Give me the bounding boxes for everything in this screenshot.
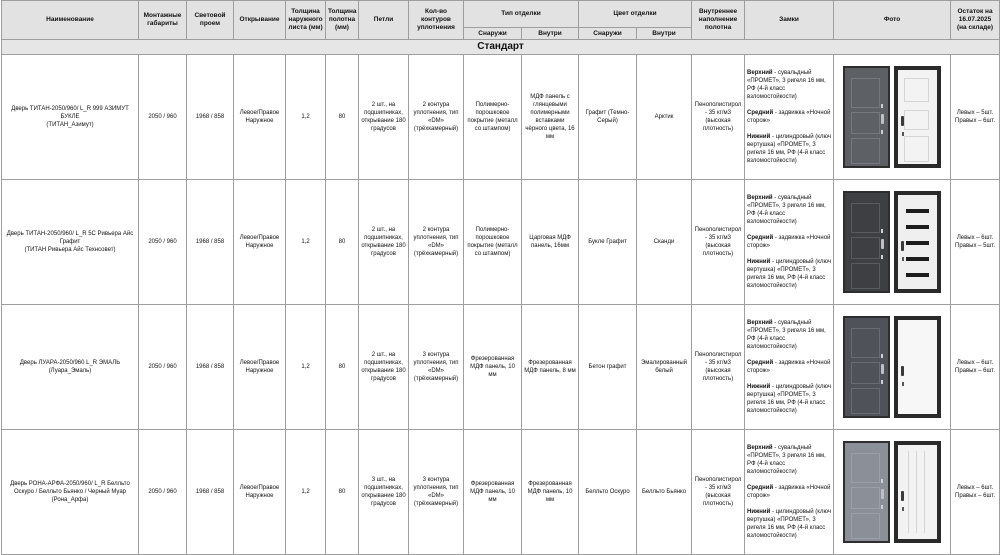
cell-color-outside: Букле Графит — [579, 180, 637, 305]
cell-finish-outside: Полимерно-порошковое покрытие (металл со штампом) — [464, 55, 522, 180]
cell-color-outside: Графит (Темно-Серый) — [579, 55, 637, 180]
cell-name: Дверь ТИТАН-2050/960/ L_R 999 АЗИМУТ БУКЛЕ (ТИТАН_Азимут) — [2, 55, 139, 180]
lock-upper-text: - сувальдный «ПРОМЕТ», 3 ригеля 16 мм, РФ (4-й класс взломостойкости) — [747, 195, 826, 225]
cell-opening-size: 1968 / 858 — [187, 430, 234, 555]
door-handle-icon — [901, 491, 904, 501]
cell-seals: 3 контура уплотнения, тип «DM» (трёхкамерный) — [409, 305, 464, 430]
lock-upper-label: Верхний — [747, 445, 773, 451]
cell-filling: Пенополистирол - 35 кг/м3 (высокая плотность) — [692, 180, 745, 305]
table-row — [2, 55, 1000, 180]
door-panel-icon — [851, 388, 880, 414]
keyhole-icon — [902, 132, 904, 136]
cell-finish-inside: МДФ панель с глянцевыми полимерными вставками чёрного цвета, 16 мм — [522, 55, 579, 180]
door-handle-icon — [901, 116, 904, 126]
lock-middle — [747, 234, 831, 250]
header-color-group: Цвет отделки — [579, 1, 692, 28]
lock-middle-text: - задвижка «Ночной сторож» — [747, 110, 831, 124]
header-finish-outside: Снаружи — [464, 28, 522, 40]
door-panel-icon — [851, 328, 880, 358]
cell-seals: 3 контура уплотнения, тип «DM» (трёхкамерный) — [409, 430, 464, 555]
door-handle-icon — [881, 364, 884, 374]
door-photo — [836, 65, 948, 169]
lock-lower-text: - цилиндровый (ключ вертушка) «ПРОМЕТ», 3 ригеля 16 мм, РФ (4-й класс взломостойкости) — [747, 259, 831, 289]
header-hinges: Петли — [359, 1, 409, 40]
lock-middle-label: Средний — [747, 485, 774, 491]
lock-lower — [747, 258, 831, 290]
lock-middle-text: - задвижка «Ночной сторож» — [747, 485, 831, 499]
lock-upper-label: Верхний — [747, 195, 773, 201]
glass-strip-icon — [906, 209, 929, 213]
keyhole-icon — [902, 507, 904, 511]
cell-color-inside: Эмалированный белый — [637, 305, 692, 430]
door-outside-image — [843, 191, 890, 293]
plank-line-icon — [908, 451, 909, 533]
door-panel-icon — [851, 138, 880, 164]
cell-color-outside: Бетон графит — [579, 305, 637, 430]
lock-middle-label: Средний — [747, 235, 774, 241]
door-handle-icon — [881, 489, 884, 499]
header-finish-group: Тип отделки — [464, 1, 579, 28]
cell-dims: 2050 / 960 — [139, 305, 187, 430]
header-dims: Монтажные габариты — [139, 1, 187, 40]
lock-lower-label: Нижний — [747, 134, 771, 140]
lock-upper-label: Верхний — [747, 70, 773, 76]
cell-filling: Пенополистирол - 35 кг/м3 (высокая плотность) — [692, 305, 745, 430]
cell-name: Дверь ЛУАРА-2050/960 L_R ЭМАЛЬ (Луара_Эмаль) — [2, 305, 139, 430]
cell-hinges: 2 шт., на подшипниках, открывание 180 градусов — [359, 55, 409, 180]
header-finish-inside: Внутри — [522, 28, 579, 40]
door-panel-icon — [851, 453, 880, 483]
header-seals: Кол-во контуров уплотнения — [409, 1, 464, 40]
cell-dims: 2050 / 960 — [139, 430, 187, 555]
cell-stock: Левых – 5шт. Правых – 6шт. — [951, 55, 1000, 180]
cell-photo — [834, 180, 951, 305]
cell-seals: 2 контура уплотнения, тип «DM» (трёхкамерный) — [409, 55, 464, 180]
door-photo — [836, 190, 948, 294]
lock-lower-label: Нижний — [747, 509, 771, 515]
glass-strip-icon — [906, 273, 929, 277]
header-opening: Открывание — [234, 1, 286, 40]
lock-upper — [747, 444, 831, 476]
door-panel-icon — [851, 78, 880, 108]
cell-opening: Левое/Правое Наружное — [234, 180, 286, 305]
cell-hinges: 3 шт., на подшипниках, открывание 180 градусов — [359, 430, 409, 555]
lock-upper-text: - сувальдный «ПРОМЕТ», 3 ригеля 16 мм, РФ (4-й класс взломостойкости) — [747, 445, 826, 475]
lock-lower-label: Нижний — [747, 259, 771, 265]
lock-lower-text: - цилиндровый (ключ вертушка) «ПРОМЕТ», 3 ригеля 16 мм, РФ (4-й класс взломостойкости) — [747, 134, 831, 164]
lock-middle-text: - задвижка «Ночной сторож» — [747, 360, 831, 374]
cell-sheet: 1,2 — [286, 305, 326, 430]
cell-name: Дверь ТИТАН-2050/960/ L_R 5С Ривьера Айс Графит (ТИТАН Ривьера Айс Технсовет) — [2, 180, 139, 305]
door-handle-icon — [881, 114, 884, 124]
door-handle-icon — [881, 239, 884, 249]
glass-strip-icon — [906, 257, 929, 261]
cell-locks — [745, 55, 834, 180]
lock-middle-text: - задвижка «Ночной сторож» — [747, 235, 831, 249]
lock-lower — [747, 508, 831, 540]
cell-color-outside: Белльто Оскуро — [579, 430, 637, 555]
door-outside-image — [843, 441, 890, 543]
lock-lower — [747, 383, 831, 415]
door-photo — [836, 440, 948, 544]
header-leaf-thickness: Толщина полотна (мм) — [326, 1, 359, 40]
door-inside-image — [894, 316, 941, 418]
header-opening-size: Световой проем — [187, 1, 234, 40]
section-title: Стандарт — [2, 40, 1000, 55]
cell-opening-size: 1968 / 858 — [187, 305, 234, 430]
cell-finish-inside: Фрезерованная МДФ панель, 10 мм — [522, 430, 579, 555]
cell-opening-size: 1968 / 858 — [187, 55, 234, 180]
glass-strip-icon — [906, 241, 929, 245]
door-inside-image — [894, 441, 941, 543]
keyhole-icon — [902, 257, 904, 261]
cell-locks — [745, 305, 834, 430]
keyhole-icon — [881, 229, 883, 233]
cell-color-inside: Белльто Бьянко — [637, 430, 692, 555]
cell-photo — [834, 430, 951, 555]
cell-locks — [745, 430, 834, 555]
glass-strip-icon — [906, 225, 929, 229]
keyhole-icon — [881, 255, 883, 259]
door-inside-image — [894, 191, 941, 293]
door-panel-icon — [904, 110, 929, 130]
cell-opening: Левое/Правое Наружное — [234, 55, 286, 180]
cell-leaf: 80 — [326, 305, 359, 430]
door-panel-icon — [851, 112, 880, 134]
plank-line-icon — [924, 451, 925, 533]
lock-lower-text: - цилиндровый (ключ вертушка) «ПРОМЕТ», 3 ригеля 16 мм, РФ (4-й класс взломостойкости) — [747, 384, 831, 414]
cell-dims: 2050 / 960 — [139, 180, 187, 305]
door-panel-icon — [851, 237, 880, 259]
door-panel-icon — [851, 513, 880, 539]
keyhole-icon — [881, 505, 883, 509]
cell-leaf: 80 — [326, 180, 359, 305]
cell-filling: Пенополистирол - 35 кг/м3 (высокая плотность) — [692, 55, 745, 180]
cell-locks — [745, 180, 834, 305]
keyhole-icon — [881, 354, 883, 358]
door-panel-icon — [904, 136, 929, 162]
door-inside-image — [894, 66, 941, 168]
cell-opening: Левое/Правое Наружное — [234, 430, 286, 555]
lock-upper-label: Верхний — [747, 320, 773, 326]
cell-hinges: 2 шт., на подшипниках, открывание 180 градусов — [359, 305, 409, 430]
door-photo — [836, 315, 948, 419]
lock-upper-text: - сувальдный «ПРОМЕТ», 3 ригеля 16 мм, РФ (4-й класс взломостойкости) — [747, 320, 826, 350]
lock-middle — [747, 484, 831, 500]
cell-finish-inside: Фрезерованная МДФ панель, 8 мм — [522, 305, 579, 430]
header-name: Наименование — [2, 1, 139, 40]
door-outside-image — [843, 66, 890, 168]
keyhole-icon — [881, 380, 883, 384]
plank-line-icon — [916, 451, 917, 533]
cell-name: Дверь РОНА-АРФА-2050/960/ L_R Белльто Оскуро / Белльто Бьянко / Черный Муар (Рона_Арфа) — [2, 430, 139, 555]
table-row — [2, 180, 1000, 305]
table-row — [2, 430, 1000, 555]
cell-opening: Левое/Правое Наружное — [234, 305, 286, 430]
keyhole-icon — [881, 104, 883, 108]
cell-color-inside: Арктик — [637, 55, 692, 180]
door-panel-icon — [851, 203, 880, 233]
door-panel-icon — [851, 263, 880, 289]
cell-finish-outside: Полимерно-порошковое покрытие (металл со штампом) — [464, 180, 522, 305]
cell-finish-outside: Фрезерованная МДФ панель, 10 мм — [464, 430, 522, 555]
cell-stock: Левых – 6шт. Правых – 6шт. — [951, 430, 1000, 555]
cell-hinges: 2 шт., на подшипниках, открывание 180 градусов — [359, 180, 409, 305]
table-row — [2, 305, 1000, 430]
cell-filling: Пенополистирол - 35 кг/м3 (высокая плотность) — [692, 430, 745, 555]
lock-lower — [747, 133, 831, 165]
cell-leaf: 80 — [326, 55, 359, 180]
door-handle-icon — [901, 366, 904, 376]
lock-middle — [747, 109, 831, 125]
header-filling: Внутреннее наполнение полотна — [692, 1, 745, 40]
cell-photo — [834, 55, 951, 180]
cell-seals: 2 контура уплотнения, тип «DM» (трёхкамерный) — [409, 180, 464, 305]
lock-lower-text: - цилиндровый (ключ вертушка) «ПРОМЕТ», 3 ригеля 16 мм, РФ (4-й класс взломостойкости) — [747, 509, 831, 539]
cell-dims: 2050 / 960 — [139, 55, 187, 180]
door-outside-image — [843, 316, 890, 418]
keyhole-icon — [902, 382, 904, 386]
keyhole-icon — [881, 479, 883, 483]
cell-opening-size: 1968 / 858 — [187, 180, 234, 305]
header-stock: Остаток на 16.07.2025 (на складе) — [951, 1, 1000, 40]
header-color-outside: Снаружи — [579, 28, 637, 40]
header-sheet-thickness: Толщина наружного листа (мм) — [286, 1, 326, 40]
cell-leaf: 80 — [326, 430, 359, 555]
door-panel-icon — [904, 78, 929, 102]
keyhole-icon — [881, 130, 883, 134]
lock-upper-text: - сувальдный «ПРОМЕТ», 3 ригеля 16 мм, РФ (4-й класс взломостойкости) — [747, 70, 826, 100]
cell-color-inside: Сканди — [637, 180, 692, 305]
header-photo: Фото — [834, 1, 951, 40]
cell-sheet: 1,2 — [286, 430, 326, 555]
lock-upper — [747, 69, 831, 101]
door-panel-icon — [851, 362, 880, 384]
doors-price-table — [1, 0, 1000, 555]
cell-sheet: 1,2 — [286, 180, 326, 305]
cell-finish-inside: Царговая МДФ панель, 16мм — [522, 180, 579, 305]
header-locks: Замки — [745, 1, 834, 40]
cell-sheet: 1,2 — [286, 55, 326, 180]
cell-stock: Левых – 6шт. Правых – 6шт. — [951, 305, 1000, 430]
door-panel-icon — [851, 487, 880, 509]
cell-photo — [834, 305, 951, 430]
cell-finish-outside: Фрезерованная МДФ панель, 10 мм — [464, 305, 522, 430]
lock-middle-label: Средний — [747, 360, 774, 366]
lock-middle — [747, 359, 831, 375]
header-color-inside: Внутри — [637, 28, 692, 40]
lock-middle-label: Средний — [747, 110, 774, 116]
lock-upper — [747, 319, 831, 351]
door-handle-icon — [901, 241, 904, 251]
cell-stock: Левых – 6шт. Правых – 5шт. — [951, 180, 1000, 305]
lock-upper — [747, 194, 831, 226]
lock-lower-label: Нижний — [747, 384, 771, 390]
